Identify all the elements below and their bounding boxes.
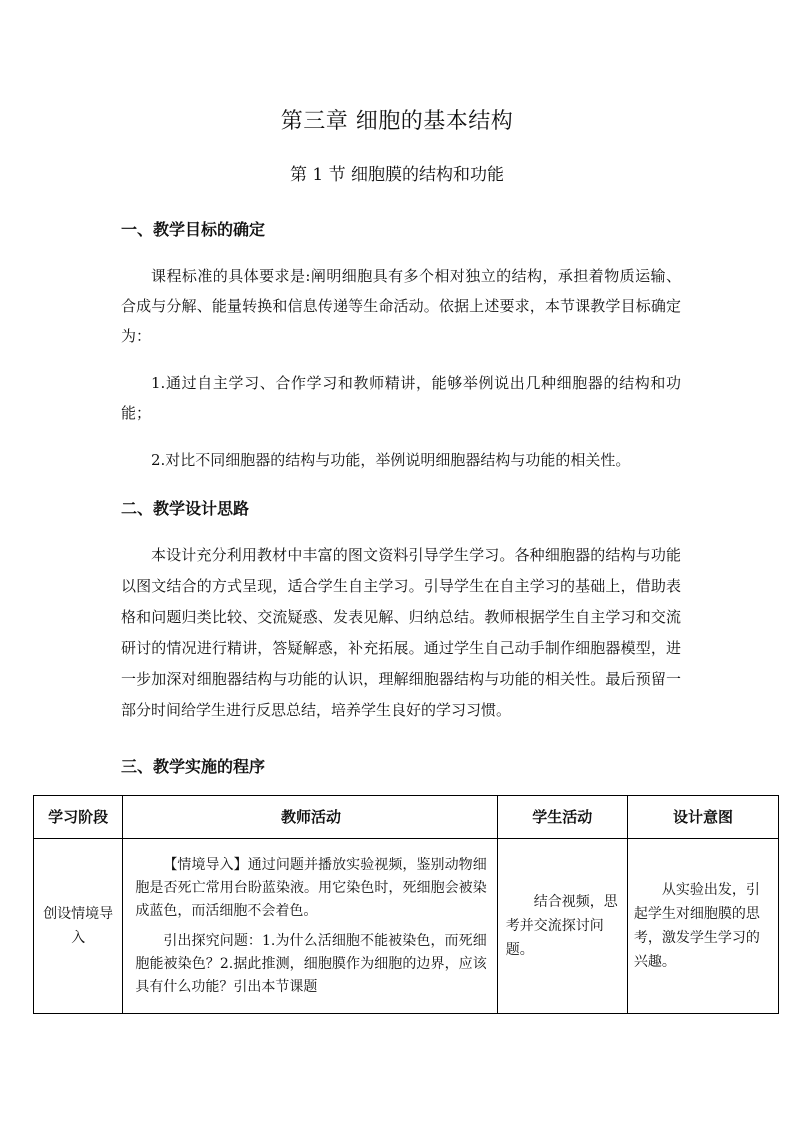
paragraph-design-idea: 本设计充分利用教材中丰富的图文资料引导学生学习。各种细胞器的结构与功能以图文结合的方式呈现，适合学生自主学习。引导学生在自主学习的基础上，借助表格和问题归类比较、交流疑惑、发表见解、归纳总结。教师根据学生自主学习和交流研讨的情况进行精讲，答疑解惑，补充拓展。通过学生自己动手制作细胞器模型，进一步加深对细胞器结构与功能的认识，理解细胞器结构与功能的相关性。最后预留一部分时间给学生进行反思总结，培养学生良好的学习习惯。 xyxy=(121,546,681,719)
student-activity-text: 结合视频，思考并交流探讨问题。 xyxy=(505,894,618,958)
column-header-stage: 学习阶段 xyxy=(34,796,123,839)
cell-teacher-activity xyxy=(123,839,497,1014)
lesson-plan-table xyxy=(33,795,779,1014)
heading-design-idea: 二、教学设计思路 xyxy=(121,499,250,518)
cell-student-activity xyxy=(497,839,627,1014)
chapter-title: 第三章 细胞的基本结构 xyxy=(280,109,514,134)
teacher-activity-situation: 【情境导入】通过问题并播放实验视频，鉴别动物细胞是否死亡常用台盼蓝染液。用它染色时，死细胞会被染成蓝色，而活细胞不会着色。 xyxy=(135,856,487,919)
paragraph-objective-2: 2.对比不同细胞器的结构与功能，举例说明细胞器结构与功能的相关性。 xyxy=(151,451,631,469)
column-header-student-activity: 学生活动 xyxy=(497,796,627,839)
column-header-teacher-activity: 教师活动 xyxy=(123,796,497,839)
section-subtitle: 第 1 节 细胞膜的结构和功能 xyxy=(289,165,505,185)
table-row xyxy=(34,839,779,1014)
design-intent-text: 从实验出发，引起学生对细胞膜的思考，激发学生学习的兴趣。 xyxy=(633,882,760,970)
cell-design-intent xyxy=(627,839,778,1014)
paragraph-curriculum-standard: 课程标准的具体要求是:阐明细胞具有多个相对独立的结构，承担着物质运输、合成与分解、能量转换和信息传递等生命活动。依据上述要求，本节课教学目标确定为： xyxy=(121,267,681,345)
heading-teaching-objectives: 一、教学目标的确定 xyxy=(121,220,266,239)
paragraph-objective-1: 1.通过自主学习、合作学习和教师精讲，能够举例说出几种细胞器的结构和功能； xyxy=(121,374,681,422)
table-header-row xyxy=(34,796,779,839)
heading-implementation-procedure: 三、教学实施的程序 xyxy=(121,757,266,776)
teacher-activity-questions: 引出探究问题：1.为什么活细胞不能被染色，而死细胞能被染色？2.据此推测，细胞膜作为细胞的边界，应该具有什么功能？引出本节课题 xyxy=(135,932,487,995)
column-header-design-intent: 设计意图 xyxy=(627,796,778,839)
cell-stage: 创设情境导入 xyxy=(34,839,123,1014)
